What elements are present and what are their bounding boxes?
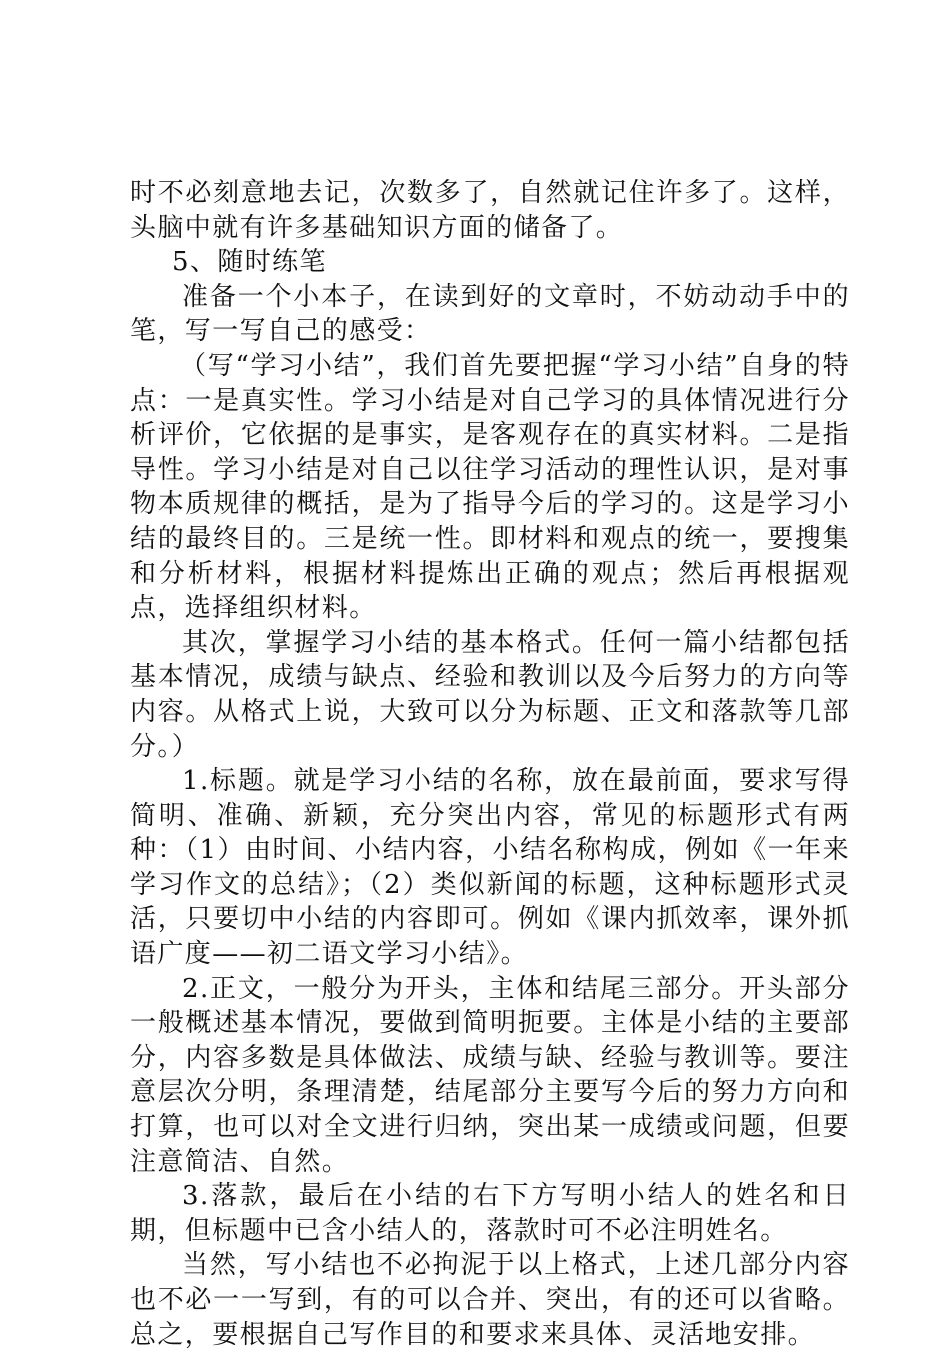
document-body bbox=[130, 176, 850, 1352]
section-heading-practice-writing: 5、随时练笔 bbox=[172, 247, 327, 278]
paragraph-signature-section: 3.落款，最后在小结的右下方写明小结人的姓名和日期，但标题中已含小结人的，落款时可不必注明姓名。 bbox=[130, 1181, 850, 1246]
paragraph-title-section: 1.标题。就是学习小结的名称，放在最前面，要求写得简明、准确、新颖，充分突出内容，常见的标题形式有两种：（1）由时间、小结内容，小结名称构成，例如《一年来学习作文的总结》；（2）类似新闻的标题，这种标题形式灵活，只要切中小结的内容即可。例如《课内抓效率，课外抓语广度——初二语文学习小结》。 bbox=[130, 766, 850, 970]
paragraph-continuation: 时不必刻意地去记，次数多了，自然就记住许多了。这样，头脑中就有许多基础知识方面的储备了。 bbox=[130, 178, 850, 243]
paragraph-notebook: 准备一个小本子，在读到好的文章时，不妨动动手中的笔，写一写自己的感受： bbox=[130, 281, 850, 347]
paragraph-body-section: 2.正文，一般分为开头，主体和结尾三部分。开头部分一般概述基本情况，要做到简明扼要。主体是小结的主要部分，内容多数是具体做法、成绩与缺、经验与教训等。要注意层次分明，条理清楚，结尾部分主要写今后的努力方向和打算，也可以对全文进行归纳，突出某一成绩或问题，但要注意简洁、自然。 bbox=[130, 973, 850, 1177]
paragraph-conclusion: 当然，写小结也不必拘泥于以上格式，上述几部分内容也不必一一写到，有的可以合并、突出，有的还可以省略。总之，要根据自己写作目的和要求来具体、灵活地安排。 bbox=[130, 1250, 850, 1350]
paragraph-summary-format: 其次，掌握学习小结的基本格式。任何一篇小结都包括基本情况，成绩与缺点、经验和教训以及今后努力的方向等内容。从格式上说，大致可以分为标题、正文和落款等几部分。） bbox=[130, 627, 850, 762]
paragraph-summary-features: （写“学习小结”，我们首先要把握“学习小结”自身的特点：一是真实性。学习小结是对自己学习的具体情况进行分析评价，它依据的是事实，是客观存在的真实材料。二是指导性。学习小结是对自己以往学习活动的理性认识，是对事物本质规律的概括，是为了指导今后的学习的。这是学习小结的最终目的。三是统一性。即材料和观点的统一，要搜集和分析材料，根据材料提炼出正确的观点；然后再根据观点，选择组织材料。 bbox=[130, 350, 850, 624]
